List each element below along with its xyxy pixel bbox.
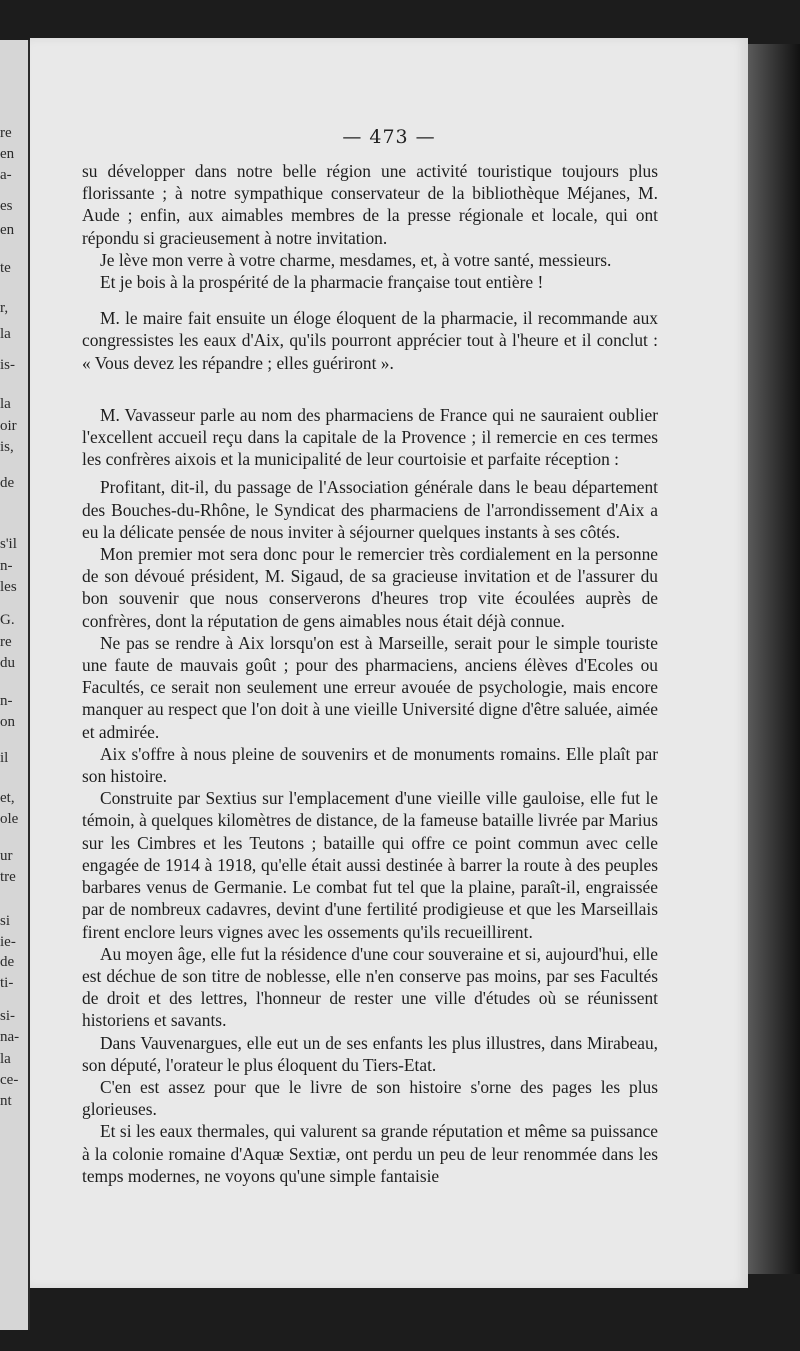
- left-page-fragment: et,: [0, 790, 15, 806]
- left-page-fragment: les: [0, 579, 17, 595]
- page-number: — 473 —: [342, 126, 436, 148]
- left-page-fragment: en: [0, 222, 15, 238]
- paragraph: Dans Vauvenargues, elle eut un de ses enfants les plus illustres, dans Mirabeau, son député, l'orateur le plus éloquent du Tiers-Etat.: [82, 1032, 658, 1075]
- left-page-fragment: es: [0, 198, 13, 214]
- paragraph: C'en est assez pour que le livre de son histoire s'orne des pages les plus glorieuses.: [82, 1076, 658, 1120]
- paragraph: Ne pas se rendre à Aix lorsqu'on est à Marseille, serait pour le simple touriste une faute de mauvais goût ; pour des pharmaciens, anciens élèves d'Ecoles ou Facultés, ce serait non seulement une erreur avouée de psychologie, mais encore manquer au respect que l'on doit à une vieille Université digne d'être saluée, aimée et admirée.: [82, 632, 658, 742]
- left-page-fragment: la: [0, 326, 11, 342]
- left-page-fragment: n-: [0, 558, 13, 574]
- left-page-fragment: nt: [0, 1093, 12, 1109]
- left-page-fragment: is-: [0, 357, 15, 373]
- left-page-fragment: de: [0, 954, 15, 970]
- paragraph: Aix s'offre à nous pleine de souvenirs et de monuments romains. Elle plaît par son histoire.: [82, 743, 658, 787]
- left-page-fragment: re: [0, 634, 12, 650]
- left-page-fragment: G.: [0, 612, 15, 628]
- paragraph: Profitant, dit-il, du passage de l'Association générale dans le beau département des Bouches-du-Rhône, le Syndicat des pharmaciens de l'arrondissement d'Aix a eu la délicate pensée de nous inviter à séjourner quelques instants à ses côtés.: [82, 477, 658, 542]
- adjacent-page-edge: [0, 40, 30, 1330]
- left-page-fragment: en: [0, 146, 15, 162]
- paragraph: Et si les eaux thermales, qui valurent sa grande réputation et même sa puissance à la colonie romaine d'Aquæ Sextiæ, ont perdu un peu de leur renommée dans les temps modernes, ne voyons qu'une simple fantaisie: [82, 1121, 658, 1186]
- paragraph: Mon premier mot sera donc pour le remercier très cordialement en la personne de son dévoué président, M. Sigaud, de sa gracieuse invitation et de l'assurer du bon souvenir que nous conserverons d'heures trop vite écoulées auprès de confrères, dont la réputation de gens aimables nous était déjà connue.: [82, 544, 658, 631]
- left-page-fragment: ur: [0, 848, 13, 864]
- left-page-fragment: ce-: [0, 1072, 19, 1088]
- left-page-fragment: tre: [0, 869, 16, 885]
- paragraph: Construite par Sextius sur l'emplacement d'une vieille ville gauloise, elle fut le témoin, à quelques kilomètres de distance, de la fameuse bataille livrée par Marius sur les Cimbres et les Teutons ; bataille qui offre ce point commun avec celle engagée de 1914 à 1918, qu'elle était aussi destinée à barrer la route à des peuples barbares venus de Germanie. Le combat fut tel que la plaine, paraît-il, engraissée par de nombreux cadavres, devint d'une fertilité prodigieuse et que les Marseillais firent enclore leurs vignes avec les ossements qu'ils recueillirent.: [82, 788, 658, 942]
- left-page-fragment: re: [0, 125, 12, 141]
- paragraph: Et je bois à la prospérité de la pharmacie française tout entière !: [100, 272, 544, 293]
- left-page-fragment: si: [0, 913, 11, 929]
- left-page-fragment: oir: [0, 418, 17, 434]
- left-page-fragment: du: [0, 655, 15, 671]
- book-page: [30, 38, 748, 1288]
- left-page-fragment: n-: [0, 693, 13, 709]
- left-page-fragment: s'il: [0, 536, 17, 552]
- left-page-fragment: is,: [0, 439, 14, 455]
- left-page-fragment: il: [0, 750, 9, 766]
- left-page-fragment: si-: [0, 1008, 15, 1024]
- left-page-fragment: ie-: [0, 934, 16, 950]
- left-page-fragment: la: [0, 396, 11, 412]
- left-page-fragment: na-: [0, 1029, 20, 1045]
- paragraph: Au moyen âge, elle fut la résidence d'une cour souveraine et si, aujourd'hui, elle est déchue de son titre de noblesse, elle n'en conserve pas moins, par ses Facultés de droit et des lettres, l'honneur de rester une ville d'études où se réunissent historiens et savants.: [82, 943, 658, 1031]
- left-page-fragment: ole: [0, 811, 19, 827]
- paragraph: su développer dans notre belle région une activité touristique toujours plus florissante ; à notre sympathique conservateur de la bibliothèque Méjanes, M. Aude ; enfin, aux aimables membres de la presse régionale et locale, qui ont répondu si gracieusement à notre invitation.: [82, 161, 658, 248]
- left-page-fragment: on: [0, 714, 15, 730]
- left-page-fragment: de: [0, 475, 15, 491]
- page-edge-shadow: [748, 44, 800, 1274]
- page-body-text: [82, 160, 658, 1187]
- left-page-fragment: te: [0, 260, 11, 276]
- left-page-fragment: r,: [0, 300, 9, 316]
- paragraph: M. Vavasseur parle au nom des pharmaciens de France qui ne sauraient oublier l'excellent accueil reçu dans la capitale de la Provence ; il remercie en ces termes les confrères aixois et la municipalité de leur courtoisie et parfaite réception :: [82, 404, 658, 470]
- paragraph: Je lève mon verre à votre charme, mesdames, et, à votre santé, messieurs.: [100, 249, 612, 270]
- left-page-fragment: la: [0, 1051, 11, 1067]
- left-page-fragment: a-: [0, 167, 12, 183]
- left-page-fragment: ti-: [0, 975, 14, 991]
- paragraph: M. le maire fait ensuite un éloge éloquent de la pharmacie, il recommande aux congressistes les eaux d'Aix, qu'ils pourront apprécier tout à l'heure et il conclut : « Vous devez les répandre ; elles guériront ».: [82, 308, 658, 373]
